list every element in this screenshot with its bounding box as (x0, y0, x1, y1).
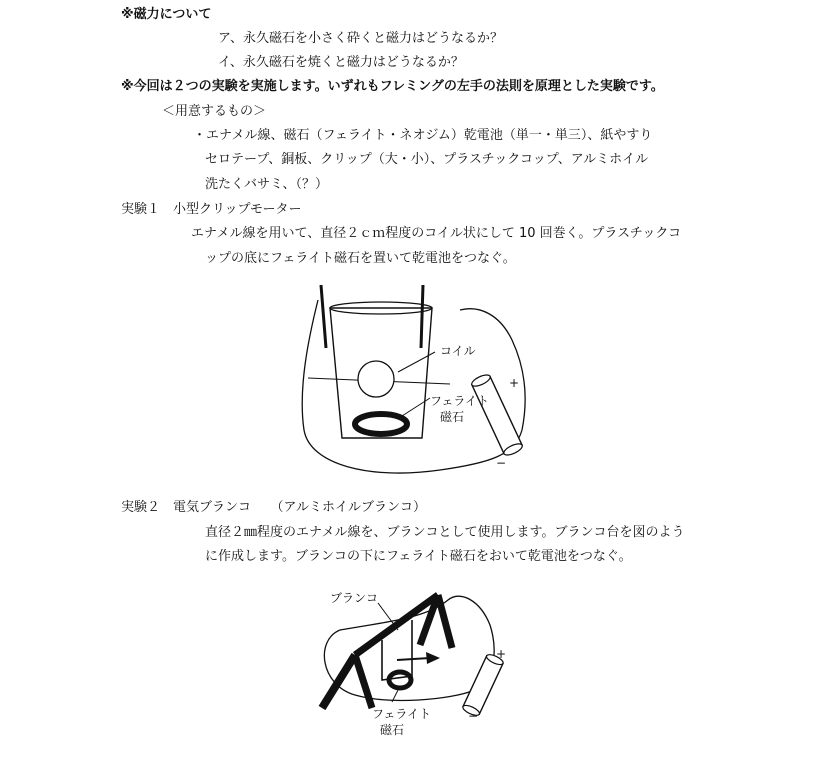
heading: ※磁力について (121, 7, 212, 22)
label-ferrite-2: フェライト (372, 707, 432, 721)
dry-cell-battery (462, 653, 505, 718)
force-arrow-head (426, 652, 440, 664)
materials-title: ＜用意するもの＞ (162, 104, 267, 119)
label-magnet-2: 磁石 (380, 723, 405, 737)
experiment1-desc-1: エナメル線を用いて、直径２ｃｍ程度のコイル状にして 10 回巻く。プラスチックコ (191, 226, 682, 241)
label-coil: コイル (440, 344, 476, 358)
question-i: イ、永久磁石を焼くと磁力はどうなるか？ (218, 55, 464, 70)
materials-line-2: セロテープ、銅板、クリップ（大・小）、プラスチックコップ、アルミホイル (205, 152, 649, 167)
figure-electric-swing (300, 580, 530, 745)
experiment2-title: 実験２ 電気ブランコ （アルミホイルブランコ） (121, 500, 426, 515)
label-minus-1: − (496, 456, 507, 470)
label-magnet-1: 磁石 (440, 410, 465, 424)
experiment1-desc-2: ップの底にフェライト磁石を置いて乾電池をつなぐ。 (205, 251, 516, 266)
experiment2-desc-1: 直径２㎜程度のエナメル線を、ブランコとして使用します。ブランコ台を図のよう (205, 525, 685, 540)
stand-left-leg-a (322, 655, 355, 708)
label-plus-2: + (496, 647, 507, 661)
stand-left-leg-b (355, 655, 372, 708)
figure-clip-motor (290, 280, 550, 485)
coil (358, 361, 394, 397)
experiment2-desc-2: に作成します。ブランコの下にフェライト磁石をおいて乾電池をつなぐ。 (205, 549, 632, 564)
ferrite-magnet (389, 672, 411, 688)
label-plus-1: + (509, 376, 520, 390)
experiment1-title: 実験１ 小型クリップモーター (121, 202, 302, 217)
wire-stand-right (421, 285, 423, 348)
label-swing: ブランコ (330, 591, 379, 605)
materials-line-3: 洗たくバサミ、（？） (205, 177, 328, 192)
materials-line-1: ・エナメル線、磁石（フェライト・ネオジム）乾電池（単一・単三）、紙やすり (193, 128, 653, 143)
label-minus-2: − (468, 709, 479, 723)
notice: ※今回は２つの実験を実施します。いずれもフレミングの左手の法則を原理とした実験です。 (121, 79, 664, 94)
wire-stand-left (321, 285, 326, 348)
question-a: ア、永久磁石を小さく砕くと磁力はどうなるか？ (218, 31, 503, 46)
ferrite-magnet (355, 414, 407, 434)
label-ferrite-1: フェライト (430, 394, 490, 408)
